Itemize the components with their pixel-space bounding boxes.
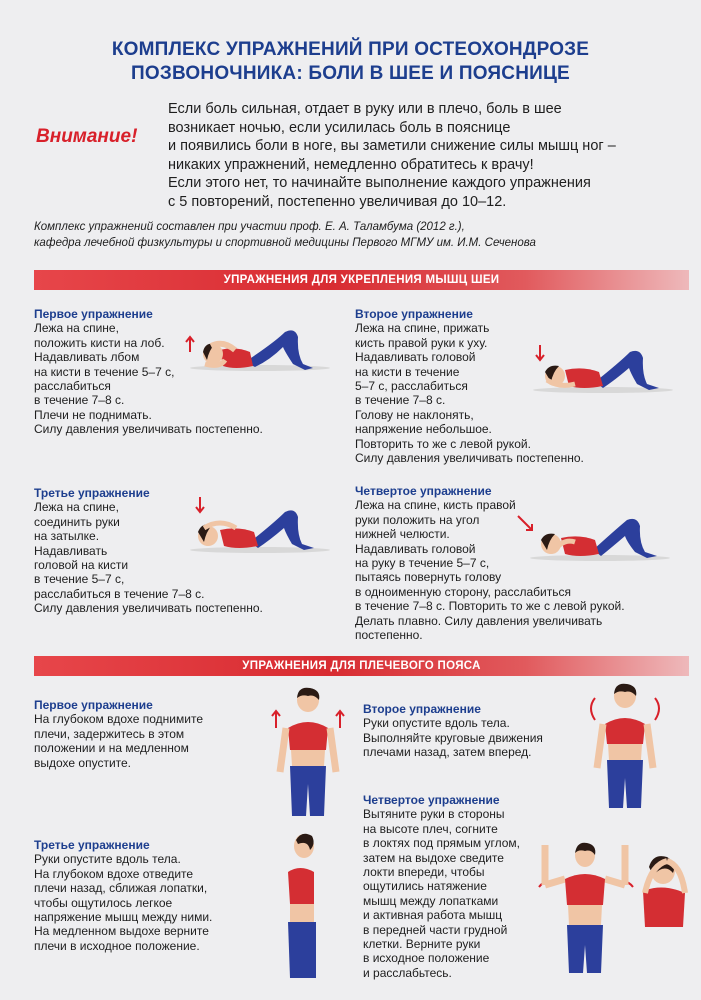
up-arrow-icon <box>186 337 194 352</box>
exercise-text: Лежа на спине, прижать кисть правой руки к уху. Надавливать головой на кисти в течение 5–7 с, расслабиться в течение 7–8 с. Голову не наклонять, напряжение небольшое. Повторить то же с левой рукой. Силу давления увеличивать постепенно. <box>355 321 584 466</box>
illustration-shoulder-4 <box>535 835 695 975</box>
exercise-title: Третье упражнение <box>34 838 150 852</box>
exercise-text: Лежа на спине, положить кисти на лоб. Надавливать лбом на кисти в течение 5–7 с, расслабиться в течение 7–8 с. Плечи не поднимать. Силу давления увеличивать постепенно. <box>34 321 263 437</box>
section-title-shoulder: УПРАЖНЕНИЯ ДЛЯ ПЛЕЧЕВОГО ПОЯСА <box>242 660 481 672</box>
exercise-title: Второе упражнение <box>355 307 473 321</box>
shoulder-exercise-3 <box>34 838 279 953</box>
rotate-arrow-icon <box>591 698 595 720</box>
warning-text: Если боль сильная, отдает в руку или в плечо, боль в шее возникает ночью, если усилилась боль в пояснице и появились боли в ноге, вы заметили снижение силы мышц ног – никаких упражнений, немедленно обратитесь к врачу! Если этого нет, то начинайте выполнение каждого упражнения с 5 повторений, постепенно увеличивая до 10–12. <box>168 101 616 210</box>
section-band-neck <box>34 270 689 290</box>
exercise-title: Четвертое упражнение <box>363 793 500 807</box>
exercise-text: Руки опустите вдоль тела. На глубоком вдохе отведите плечи назад, сближая лопатки, чтобы ощутилось легкое напряжение мышц между ними. На медленном выдохе верните плечи в исходное положение. <box>34 852 213 953</box>
illustration-neck-4 <box>515 508 675 568</box>
illustration-neck-3 <box>180 492 330 562</box>
exercise-title: Второе упражнение <box>363 702 481 716</box>
down-arrow-icon <box>196 497 204 512</box>
up-arrow-icon <box>336 711 344 728</box>
title-line-1: КОМПЛЕКС УПРАЖНЕНИЙ ПРИ ОСТЕОХОНДРОЗЕ <box>111 39 590 60</box>
shoulder-exercise-1 <box>34 698 269 770</box>
exercise-text: Руки опустите вдоль тела. Выполняйте круговые движения плечами назад, затем вперед. <box>363 716 543 760</box>
exercise-title: Первое упражнение <box>34 698 153 712</box>
exercise-text: Лежа на спине, кисть правой руки положить на угол нижней челюсти. Надавливать головой на руку в течение 5–7 с, пытаясь повернуть голову в одноименную сторону, расслабиться в течение 7–8 с. Повторить то же с левой рукой. Делать плавно. Силу давления увеличивать постепенно. <box>355 498 625 643</box>
page-title <box>0 38 701 86</box>
up-arrow-icon <box>272 711 280 728</box>
exercise-title: Четвертое упражнение <box>355 484 492 498</box>
shoulder-exercise-2 <box>363 702 593 760</box>
section-band-shoulder <box>34 656 689 676</box>
illustration-shoulder-3 <box>270 830 330 980</box>
section-title-neck: УПРАЖНЕНИЯ ДЛЯ УКРЕПЛЕНИЯ МЫШЦ ШЕИ <box>223 274 500 286</box>
illustration-shoulder-1 <box>268 688 348 818</box>
illustration-neck-1 <box>185 312 335 382</box>
exercise-text: Лежа на спине, соединить руки на затылке. Надавливать головой на кисти в течение 5–7 с, расслабиться в течение 7–8 с. Силу давления увеличивать постепенно. <box>34 500 263 616</box>
exercise-text: На глубоком вдохе поднимите плечи, задержитесь в этом положении и на медленном выдохе опустите. <box>34 712 203 770</box>
exercise-text: Вытяните руки в стороны на высоте плеч, согните в локтях под прямым углом, затем на выдохе сведите локти впереди, чтобы ощутились натяжение мышц между лопатками и активная работа мышц в передней части грудной клетки. Верните руки в исходное положение и расслабьтесь. <box>363 807 520 980</box>
credit-note: Комплекс упражнений составлен при участии проф. Е. А. Таламбума (2012 г.), кафедра лечебной физкультуры и спортивной медицины Первого МГМУ им. И.М. Сеченова <box>34 221 536 249</box>
illustration-neck-2 <box>525 340 675 400</box>
illustration-shoulder-2 <box>585 682 665 812</box>
down-arrow-icon <box>536 345 544 360</box>
exercise-title: Первое упражнение <box>34 307 153 321</box>
diagonal-arrow-icon <box>518 516 532 530</box>
shoulder-exercise-4 <box>363 793 533 980</box>
warning-label: Внимание! <box>36 126 138 147</box>
exercise-title: Третье упражнение <box>34 486 150 500</box>
rotate-arrow-icon <box>655 698 659 720</box>
title-line-2: ПОЗВОНОЧНИКА: БОЛИ В ШЕЕ И ПОЯСНИЦЕ <box>131 63 570 84</box>
